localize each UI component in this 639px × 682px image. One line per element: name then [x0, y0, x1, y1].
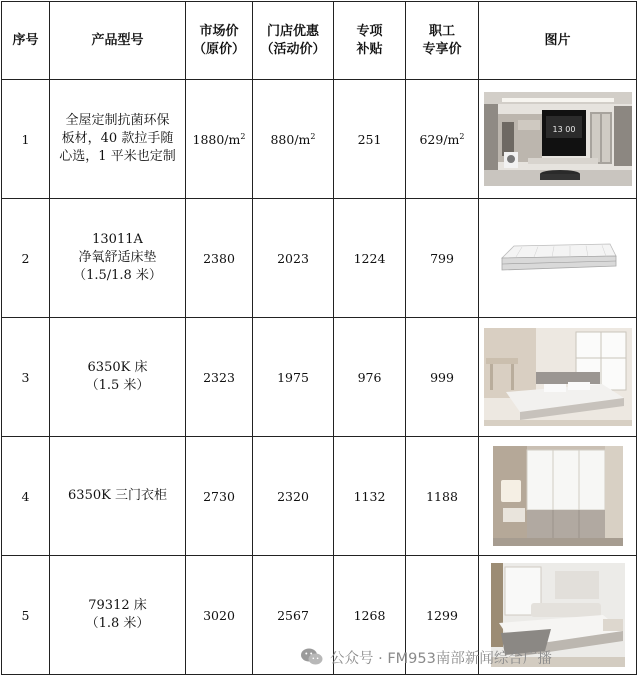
- header-subsidy-line1: 专项: [356, 23, 383, 39]
- cell-store-price: 2023: [253, 199, 334, 318]
- cell-image: [479, 437, 637, 556]
- header-image: 图片: [479, 2, 637, 80]
- unit-superscript: 2: [459, 131, 465, 141]
- watermark-text: 公众号 · FM953南部新闻综合广播: [330, 650, 552, 667]
- bedroom-bed-photo: [484, 328, 632, 426]
- name-line: 净氧舒适床垫: [78, 250, 157, 265]
- cell-image: [479, 199, 637, 318]
- name-line: （1.5 米）: [85, 378, 150, 393]
- cell-store-price: $880/m^2$: [253, 80, 334, 199]
- unit-superscript: 2: [310, 131, 316, 141]
- table-row: [2, 437, 637, 556]
- cell-subsidy: 1268: [334, 556, 406, 675]
- tv-clock-text: 13 00: [552, 125, 575, 134]
- cell-subsidy: 1132: [334, 437, 406, 556]
- header-subsidy: [334, 2, 406, 80]
- header-subsidy-line2: 补贴: [356, 41, 383, 57]
- cell-seq: 3: [2, 318, 50, 437]
- cell-staff-price: $629/m^2$: [406, 80, 479, 199]
- wechat-icon: [300, 647, 324, 667]
- header-staff-line1: 职工: [428, 23, 455, 39]
- name-line: 板材，40 款拉手随: [61, 131, 174, 146]
- living-room-photo: [484, 92, 632, 186]
- cell-seq: 2: [2, 199, 50, 318]
- header-staff-line2: 专享价: [422, 41, 462, 57]
- cell-store-price: 2567: [253, 556, 334, 675]
- watermark: [300, 645, 552, 669]
- cell-market-price: $1880/m^2$: [186, 80, 253, 199]
- cell-image: [479, 318, 637, 437]
- name-line: 全屋定制抗菌环保: [65, 113, 170, 128]
- name-line: 13011A: [92, 232, 143, 247]
- cell-product-name: [50, 80, 186, 199]
- name-line: 6350K 床: [87, 360, 148, 375]
- mattress-photo: [498, 238, 618, 278]
- price-table: [1, 1, 637, 675]
- cell-subsidy: 251: [334, 80, 406, 199]
- cell-store-price: 2320: [253, 437, 334, 556]
- header-store-line2: （活动价）: [260, 41, 326, 57]
- cell-staff-price: 1188: [406, 437, 479, 556]
- name-line: 79312 床: [88, 598, 147, 613]
- name-line: 心选，1 平米也定制: [59, 149, 176, 164]
- header-store-line1: 门店优惠: [266, 23, 319, 39]
- cell-image: [479, 80, 637, 199]
- name-line: （1.5/1.8 米）: [73, 268, 162, 283]
- cell-staff-price: 999: [406, 318, 479, 437]
- header-model: 产品型号: [50, 2, 186, 80]
- cell-market-price: 3020: [186, 556, 253, 675]
- header-store-discount: [253, 2, 334, 80]
- cell-staff-price: 799: [406, 199, 479, 318]
- cell-store-price: 1975: [253, 318, 334, 437]
- wardrobe-photo: [493, 446, 623, 546]
- name-line: 6350K 三门衣柜: [68, 488, 167, 503]
- header-staff-price: [406, 2, 479, 80]
- cell-product-name: [50, 556, 186, 675]
- header-seq: 序号: [2, 2, 50, 80]
- header-market-line1: 市场价: [199, 23, 239, 39]
- cell-seq: 5: [2, 556, 50, 675]
- name-line: （1.8 米）: [85, 616, 150, 631]
- cell-seq: 4: [2, 437, 50, 556]
- cell-market-price: 2380: [186, 199, 253, 318]
- header-row: [2, 2, 637, 80]
- cell-product-name: [50, 199, 186, 318]
- cell-subsidy: 976: [334, 318, 406, 437]
- unit-superscript: 2: [240, 131, 246, 141]
- cell-seq: 1: [2, 80, 50, 199]
- table-row: [2, 80, 637, 199]
- header-market-line2: （原价）: [192, 41, 245, 57]
- cell-product-name: [50, 437, 186, 556]
- cell-market-price: 2730: [186, 437, 253, 556]
- table-row: [2, 199, 637, 318]
- cell-staff-price: 1299: [406, 556, 479, 675]
- cell-subsidy: 1224: [334, 199, 406, 318]
- table-row: [2, 318, 637, 437]
- cell-product-name: [50, 318, 186, 437]
- cell-market-price: 2323: [186, 318, 253, 437]
- header-market-price: [186, 2, 253, 80]
